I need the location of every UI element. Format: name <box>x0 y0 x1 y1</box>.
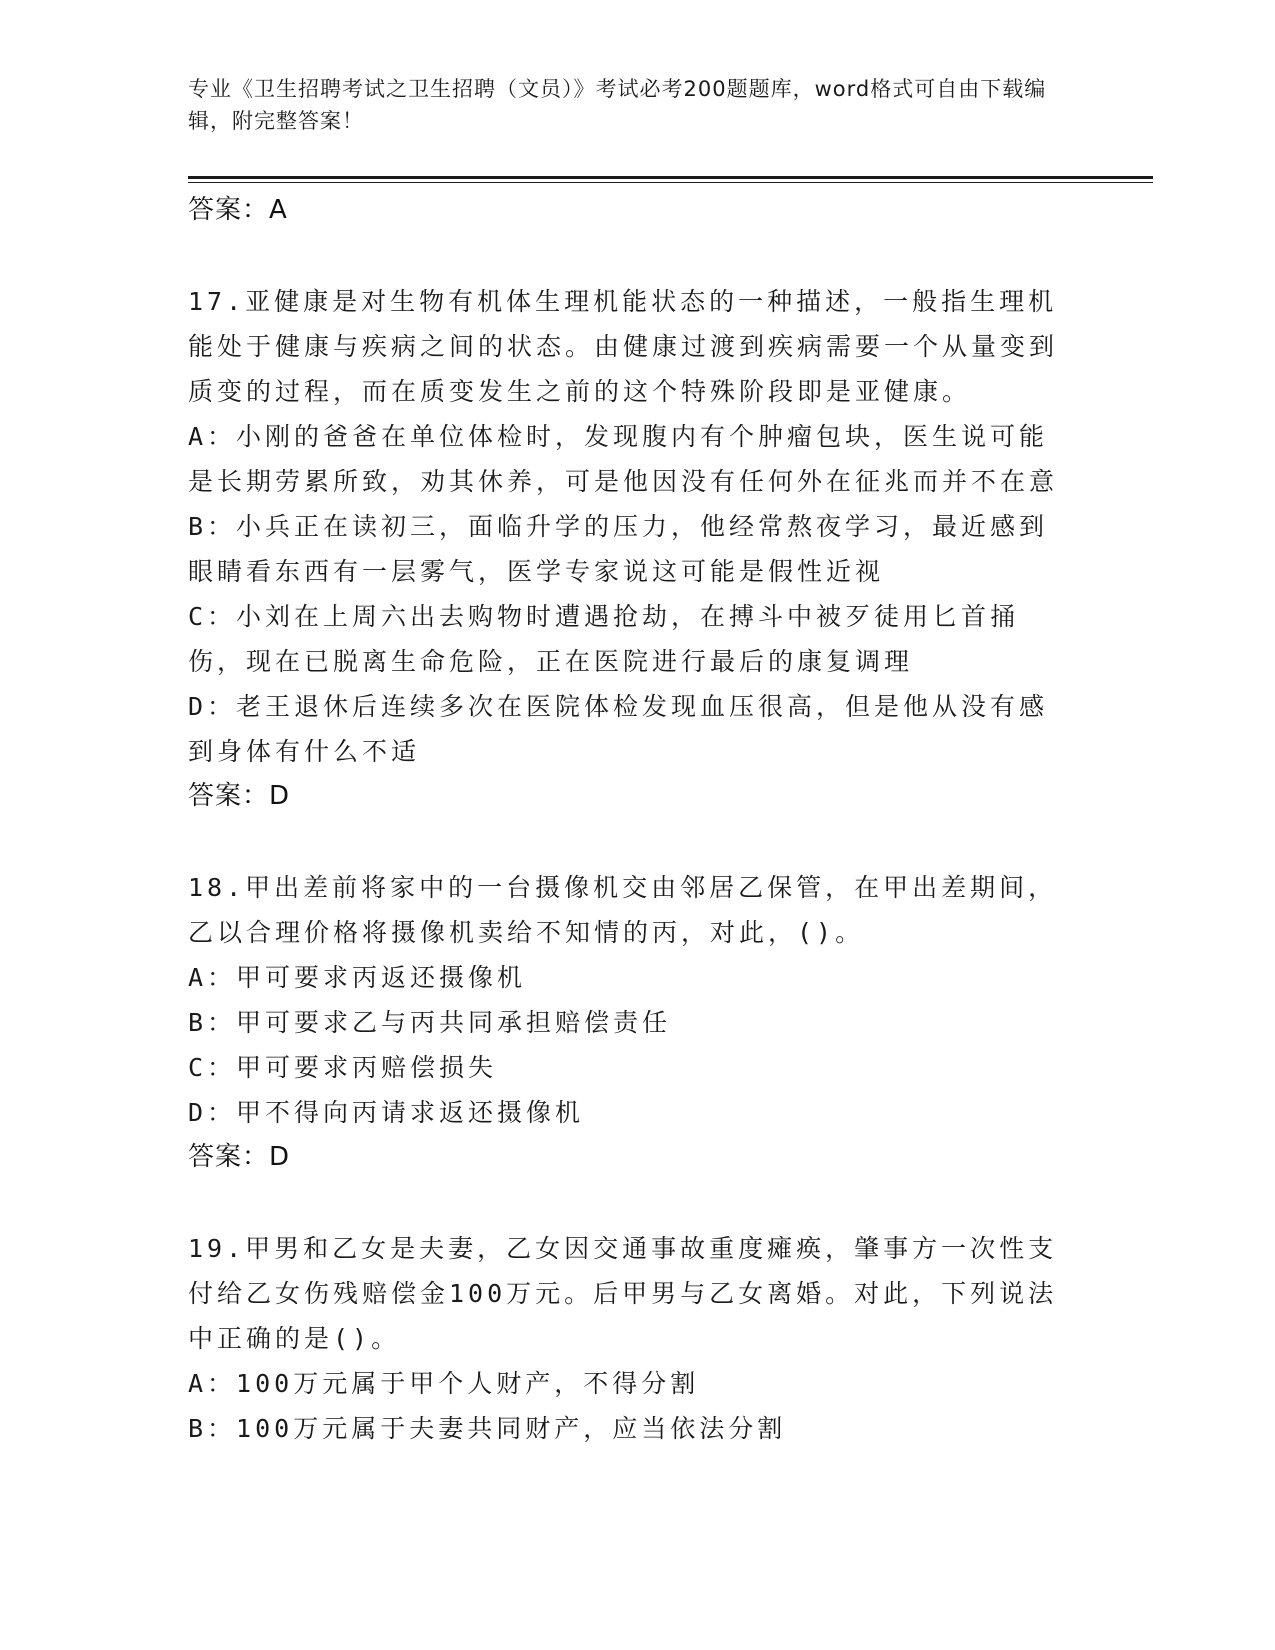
question-18-option-a: A：甲可要求丙返还摄像机 <box>188 963 527 992</box>
question-18-stem: 18.甲出差前将家中的一台摄像机交由邻居乙保管，在甲出差期间，乙以合理价格将摄像机卖给不知情的丙，对此，()。 <box>188 873 1058 947</box>
question-17-option-c: C：小刘在上周六出去购物时遭遇抢劫，在搏斗中被歹徒用匕首捅伤，现在已脱离生命危险，正在医院进行最后的康复调理 <box>188 602 1020 676</box>
question-17-stem: 17.亚健康是对生物有机体生理机能状态的一种描述，一般指生理机能处于健康与疾病之间的状态。由健康过渡到疾病需要一个从量变到质变的过程，而在质变发生之前的这个特殊阶段即是亚健康。 <box>188 287 1059 406</box>
question-18-answer: 答案：D <box>188 1142 291 1172</box>
question-19 <box>188 1226 1068 1451</box>
question-17-answer: 答案：D <box>188 781 291 811</box>
header-divider-thin <box>188 182 1153 183</box>
question-17-option-a: A：小刚的爸爸在单位体检时，发现腹内有个肿瘤包块，医生说可能是长期劳累所致，劝其休养，可是他因没有任何外在征兆而并不在意 <box>188 422 1059 496</box>
answer-16: 答案：A <box>188 195 288 225</box>
question-17-option-b: B：小兵正在读初三，面临升学的压力，他经常熬夜学习，最近感到眼睛看东西有一层雾气，医学专家说这可能是假性近视 <box>188 512 1049 586</box>
question-18-option-c: C：甲可要求丙赔偿损失 <box>188 1053 498 1082</box>
document-header: 专业《卫生招聘考试之卫生招聘（文员）》考试必考200题题库，word格式可自由下载编辑，附完整答案！ <box>188 77 1047 133</box>
question-17 <box>188 279 1068 819</box>
header-divider <box>188 176 1153 179</box>
question-18 <box>188 865 1068 1180</box>
question-18-option-b: B：甲可要求乙与丙共同承担赔偿责任 <box>188 1008 672 1037</box>
question-19-option-b: B：100万元属于夫妻共同财产，应当依法分割 <box>188 1414 787 1443</box>
question-19-stem: 19.甲男和乙女是夫妻，乙女因交通事故重度瘫痪，肇事方一次性支付给乙女伤残赔偿金100万元。后甲男与乙女离婚。对此，下列说法中正确的是()。 <box>188 1234 1058 1353</box>
question-19-option-a: A：100万元属于甲个人财产，不得分割 <box>188 1369 700 1398</box>
question-17-option-d: D：老王退休后连续多次在医院体检发现血压很高，但是他从没有感到身体有什么不适 <box>188 692 1049 766</box>
question-list <box>188 188 1068 1451</box>
question-18-option-d: D：甲不得向丙请求返还摄像机 <box>188 1098 585 1127</box>
